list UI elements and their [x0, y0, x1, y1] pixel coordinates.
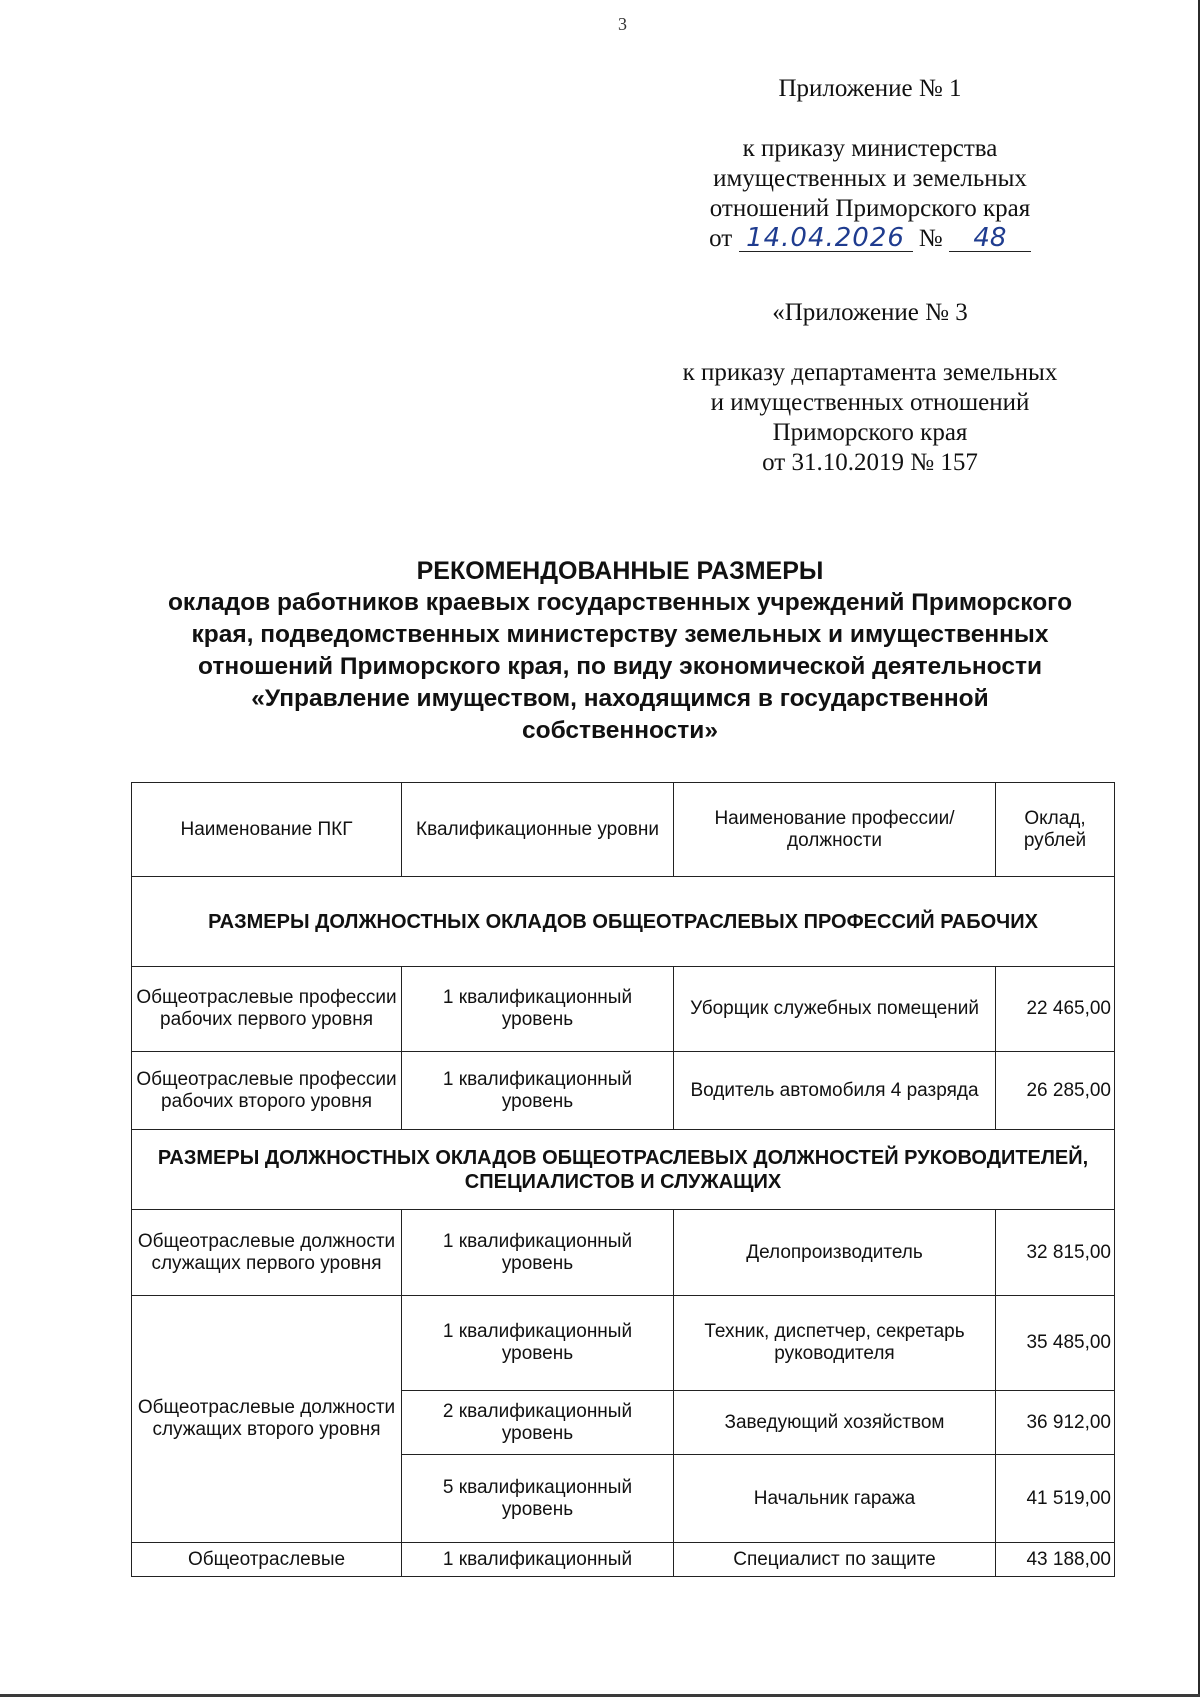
order-date-line: [600, 224, 1140, 254]
page-number: 3: [618, 14, 627, 34]
table-row: [132, 1543, 1115, 1577]
cell-pkg: Общеотраслевые должности служащих второго уровня: [132, 1296, 402, 1543]
cell-pkg: Общеотраслевые должности служащих первого уровня: [132, 1210, 402, 1296]
order-prefix: от: [709, 225, 733, 252]
cell-level: 1 квалификационный уровень: [402, 967, 674, 1052]
title-line4: «Управление имуществом, находящимся в государственной: [251, 685, 989, 712]
cell-position: Уборщик служебных помещений: [674, 967, 996, 1052]
salary-table: [131, 782, 1115, 1577]
title-line2: края, подведомственных министерству земельных и имущественных: [191, 621, 1049, 648]
title-line1: окладов работников краевых государственных учреждений Приморского: [167, 589, 1073, 616]
section-row: [132, 877, 1115, 967]
cell-salary: 36 912,00: [996, 1391, 1115, 1455]
appendix-3-line4: от 31.10.2019 № 157: [762, 449, 978, 476]
table-header-row: [132, 783, 1115, 877]
cell-pkg: Общеотраслевые: [132, 1543, 402, 1577]
appendix-1-line3: отношений Приморского края: [709, 195, 1031, 222]
appendix-1-line1: к приказу министерства: [742, 135, 998, 162]
cell-salary: 41 519,00: [996, 1455, 1115, 1543]
cell-position: Водитель автомобиля 4 разряда: [674, 1052, 996, 1130]
appendix-1-line2: имущественных и земельных: [713, 165, 1027, 192]
section-employees: РАЗМЕРЫ ДОЛЖНОСТНЫХ ОКЛАДОВ ОБЩЕОТРАСЛЕВЫХ ДОЛЖНОСТЕЙ РУКОВОДИТЕЛЕЙ, СПЕЦИАЛИСТОВ И СЛУЖАЩИХ: [132, 1130, 1115, 1210]
title-main: РЕКОМЕНДОВАННЫЕ РАЗМЕРЫ: [416, 557, 824, 585]
order-number-label: №: [918, 225, 943, 252]
cell-level: 5 квалификационный уровень: [402, 1455, 674, 1543]
cell-salary: 26 285,00: [996, 1052, 1115, 1130]
section-row: [132, 1130, 1115, 1210]
appendix-3-header: [600, 298, 1140, 478]
header-pkg: Наименование ПКГ: [132, 783, 402, 877]
cell-position: Специалист по защите: [674, 1543, 996, 1577]
table-row: [132, 1296, 1115, 1391]
document-title: [130, 555, 1110, 747]
cell-salary: 43 188,00: [996, 1543, 1115, 1577]
appendix-3-line2: и имущественных отношений: [710, 389, 1030, 416]
cell-level: 1 квалификационный уровень: [402, 1296, 674, 1391]
cell-salary: 32 815,00: [996, 1210, 1115, 1296]
table-row: [132, 1052, 1115, 1130]
section-workers: РАЗМЕРЫ ДОЛЖНОСТНЫХ ОКЛАДОВ ОБЩЕОТРАСЛЕВЫХ ПРОФЕССИЙ РАБОЧИХ: [132, 877, 1115, 967]
header-level: Квалификационные уровни: [402, 783, 674, 877]
cell-level: 2 квалификационный уровень: [402, 1391, 674, 1455]
handwritten-number: 48: [949, 225, 1031, 252]
title-line3: отношений Приморского края, по виду экономической деятельности: [197, 653, 1043, 680]
header-salary: Оклад, рублей: [996, 783, 1115, 877]
table-row: [132, 1210, 1115, 1296]
appendix-3-title: «Приложение № 3: [772, 299, 968, 326]
cell-level: 1 квалификационный: [402, 1543, 674, 1577]
appendix-1-header: [600, 74, 1140, 254]
cell-position: Начальник гаража: [674, 1455, 996, 1543]
cell-pkg: Общеотраслевые профессии рабочих второго уровня: [132, 1052, 402, 1130]
cell-pkg: Общеотраслевые профессии рабочих первого уровня: [132, 967, 402, 1052]
cell-position: Техник, диспетчер, секретарь руководителя: [674, 1296, 996, 1391]
appendix-3-line1: к приказу департамента земельных: [682, 359, 1058, 386]
cell-level: 1 квалификационный уровень: [402, 1052, 674, 1130]
cell-salary: 35 485,00: [996, 1296, 1115, 1391]
table-row: [132, 967, 1115, 1052]
cell-position: Делопроизводитель: [674, 1210, 996, 1296]
handwritten-date: 14.04.2026: [739, 225, 913, 252]
cell-salary: 22 465,00: [996, 967, 1115, 1052]
cell-level: 1 квалификационный уровень: [402, 1210, 674, 1296]
appendix-3-line3: Приморского края: [772, 419, 968, 446]
header-position: Наименование профессии/ должности: [674, 783, 996, 877]
title-line5: собственности»: [522, 717, 718, 744]
appendix-1-title: Приложение № 1: [778, 75, 962, 102]
cell-position: Заведующий хозяйством: [674, 1391, 996, 1455]
